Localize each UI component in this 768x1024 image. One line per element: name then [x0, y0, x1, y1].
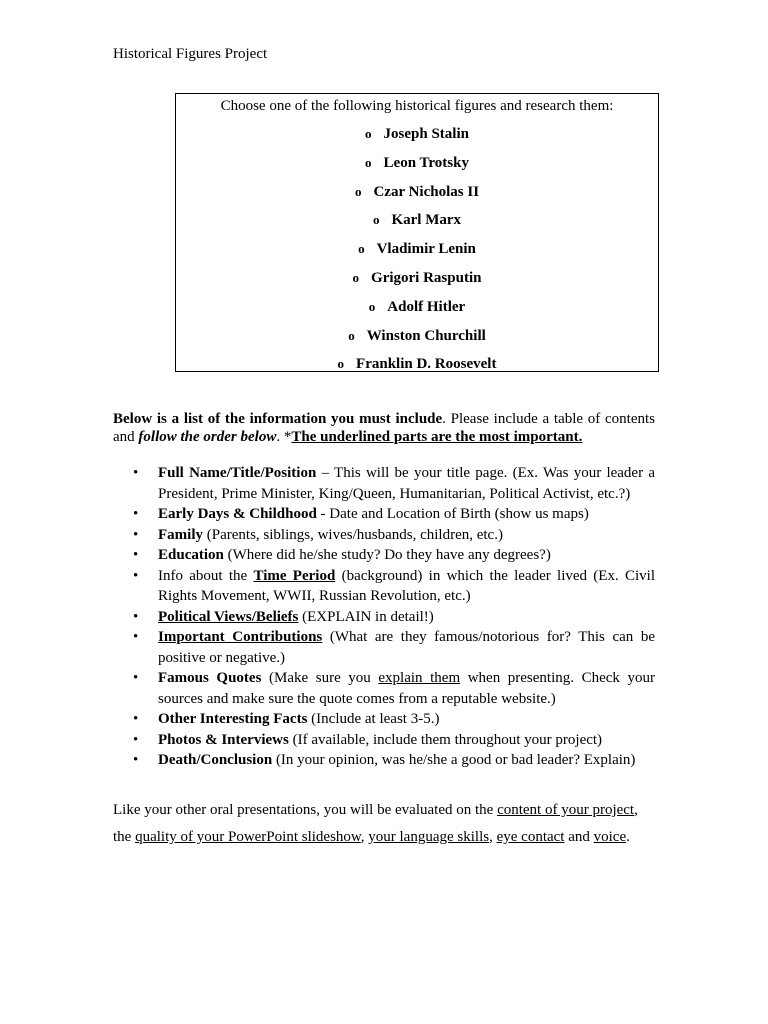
- list-marker: o: [348, 327, 355, 343]
- item-heading: Time Period: [253, 567, 336, 584]
- item-text: (EXPLAIN in detail!): [298, 608, 434, 625]
- figure-name: Adolf Hitler: [387, 298, 466, 315]
- item-heading: Death/Conclusion: [158, 752, 273, 768]
- item-text: (Parents, siblings, wives/husbands, children, etc.): [203, 526, 503, 543]
- intro-text: . *: [276, 429, 292, 445]
- figure-name: Joseph Stalin: [383, 126, 469, 142]
- figures-box: [175, 93, 659, 372]
- closing-text: Like your other oral presentations, you will be evaluated on the: [113, 802, 498, 818]
- item-text: (background) in which the leader lived (Ex. Civil Rights Movement, WWII, Russian Revolution, etc.): [158, 567, 655, 604]
- list-marker: o: [365, 126, 372, 141]
- list-item: [113, 463, 655, 504]
- bullet-icon: •: [133, 526, 139, 543]
- bullet-icon: •: [133, 465, 139, 481]
- item-text: – This will be your title page. (Ex. Was your leader a President, Prime Minister, King/Queen, Humanitarian, Political Activist, etc.?): [158, 465, 655, 502]
- figure-item: [176, 355, 658, 384]
- bullet-icon: •: [133, 711, 139, 727]
- item-text: (Make sure you: [261, 670, 379, 686]
- item-text: (What are they famous/notorious for? This can be positive or negative.): [158, 629, 656, 666]
- list-marker: o: [372, 212, 380, 228]
- closing-criterion: voice: [593, 829, 627, 845]
- closing-text: .: [626, 829, 630, 845]
- list-marker: o: [337, 356, 345, 372]
- list-item: [113, 627, 655, 668]
- item-underlined-text: explain them: [378, 670, 461, 686]
- closing-criterion: content of your project: [497, 802, 635, 818]
- figure-name: Karl Marx: [391, 212, 462, 229]
- bullet-icon: •: [133, 608, 139, 625]
- bullet-icon: •: [133, 567, 139, 584]
- closing-text: ,: [489, 829, 497, 845]
- figure-item: [176, 327, 658, 356]
- figure-item: [176, 298, 658, 327]
- intro-emphasis: follow the order below: [138, 429, 277, 445]
- intro-text: . Please include a table of contents and: [113, 411, 655, 445]
- requirements-intro: [113, 410, 655, 446]
- closing-text: and: [564, 829, 594, 845]
- item-heading: Full Name/Title/Position: [158, 465, 317, 481]
- item-heading: Important Contributions: [158, 629, 323, 645]
- list-item: [113, 504, 655, 525]
- list-item: [113, 607, 655, 628]
- requirements-list: [113, 463, 655, 771]
- bullet-icon: •: [133, 752, 139, 768]
- figure-name: Vladimir Lenin: [376, 241, 476, 258]
- item-text: (Include at least 3-5.): [307, 711, 440, 727]
- figures-list: [176, 125, 658, 384]
- item-text: (If available, include them throughout your project): [288, 731, 603, 748]
- closing-text: , the: [113, 802, 638, 845]
- list-item: [113, 709, 655, 730]
- list-marker: o: [368, 298, 376, 314]
- item-heading: Education: [158, 547, 224, 563]
- evaluation-paragraph: [113, 797, 655, 851]
- list-item: [113, 668, 655, 709]
- figure-item: [176, 183, 658, 212]
- list-item: [113, 545, 655, 566]
- closing-criterion: eye contact: [496, 829, 565, 845]
- figure-item: [176, 269, 658, 298]
- figure-item: [176, 125, 658, 154]
- figure-name: Leon Trotsky: [383, 154, 469, 171]
- item-heading: Family: [158, 526, 203, 543]
- closing-criterion: your language skills: [368, 829, 490, 845]
- figure-name: Franklin D. Roosevelt: [356, 356, 497, 373]
- list-marker: o: [352, 269, 360, 285]
- bullet-icon: •: [133, 629, 139, 645]
- list-marker: o: [358, 241, 365, 257]
- item-text: Info about the: [158, 567, 254, 584]
- item-text: (In your opinion, was he/she a good or bad leader? Explain): [272, 752, 636, 768]
- closing-criterion: quality of your PowerPoint slideshow: [135, 829, 361, 845]
- item-text: (Where did he/she study? Do they have any degrees?): [223, 547, 551, 563]
- list-item: [113, 750, 655, 771]
- list-item: [113, 566, 655, 607]
- page-header: Historical Figures Project: [113, 46, 268, 62]
- item-heading: Other Interesting Facts: [158, 711, 308, 727]
- figure-item: [176, 154, 658, 183]
- closing-text: ,: [360, 829, 369, 845]
- figure-name: Grigori Rasputin: [371, 269, 482, 286]
- item-heading: Early Days & Childhood: [158, 506, 317, 522]
- bullet-icon: •: [133, 731, 139, 748]
- list-marker: o: [365, 154, 372, 170]
- figure-item: [176, 240, 658, 269]
- intro-important-note: The underlined parts are the most important.: [291, 429, 583, 445]
- bullet-icon: •: [133, 506, 139, 522]
- list-item: [113, 525, 655, 546]
- item-heading: Photos & Interviews: [158, 731, 289, 748]
- bullet-icon: •: [133, 547, 139, 563]
- list-marker: o: [354, 183, 362, 199]
- item-text: - Date and Location of Birth (show us maps): [316, 506, 589, 522]
- item-heading: Famous Quotes: [158, 670, 262, 686]
- intro-bold-lead: Below is a list of the information you must include: [113, 411, 443, 427]
- figures-instruction: Choose one of the following historical figures and research them:: [220, 98, 614, 114]
- list-item: [113, 730, 655, 751]
- item-heading: Political Views/Beliefs: [158, 608, 299, 625]
- figure-name: Winston Churchill: [366, 327, 486, 344]
- item-text: when presenting. Check your sources and make sure the quote comes from a reputable website.): [158, 670, 655, 707]
- bullet-icon: •: [133, 670, 139, 686]
- figure-name: Czar Nicholas II: [373, 183, 480, 200]
- figure-item: [176, 211, 658, 240]
